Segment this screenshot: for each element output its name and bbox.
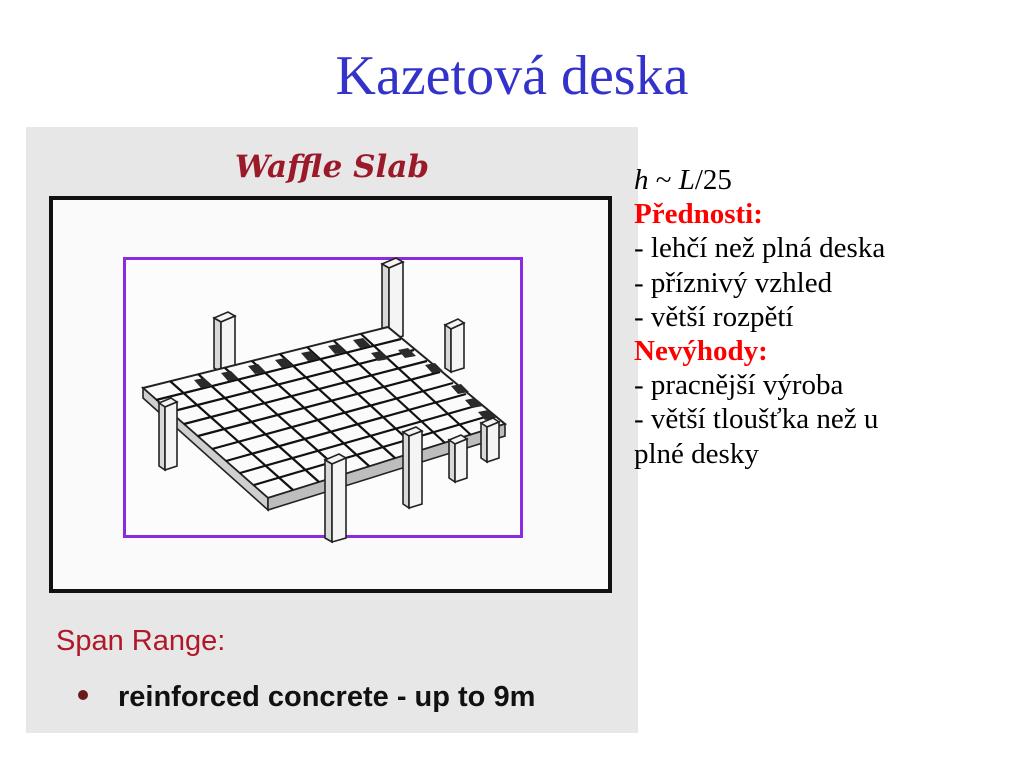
advantage-item: - větší rozpětí (634, 300, 794, 333)
formula-L: L (678, 164, 695, 196)
formula-tail: /25 (694, 164, 732, 196)
waffle-slab-illustration (53, 200, 608, 589)
advantages-heading: Přednosti: (634, 198, 763, 231)
bullet-dot-icon (78, 690, 88, 700)
column-back-left (214, 312, 235, 372)
advantage-item: - příznivý vzhled (634, 266, 833, 299)
column-front-right (403, 427, 422, 508)
slide-title: Kazetová deska (335, 45, 689, 107)
figure-title: Waffle Slab (234, 149, 430, 185)
column-front-left (159, 398, 177, 470)
advantage-item: - lehčí než plná deska (634, 232, 886, 265)
column-front-center (325, 454, 346, 542)
disadvantage-item: plné desky (634, 437, 759, 470)
span-range-bullet (78, 681, 535, 714)
column-mid-right (449, 435, 467, 482)
formula-line (634, 163, 1014, 197)
waffle-slab-figure (26, 127, 638, 733)
span-range-value: reinforced concrete - up to 9m (118, 681, 536, 713)
notes-block (634, 163, 1014, 471)
column-back-right (445, 319, 464, 372)
disadvantages-heading: Nevýhody: (634, 335, 768, 368)
disadvantage-item: - pracnější výroba (634, 369, 844, 402)
outer-frame (49, 196, 612, 593)
span-range-label: Span Range: (56, 625, 226, 657)
disadvantage-item: - větší tloušťka než u (634, 403, 879, 436)
formula-tilde: ~ (648, 164, 679, 196)
column-far-right (481, 418, 499, 462)
formula-h: h (634, 164, 649, 196)
